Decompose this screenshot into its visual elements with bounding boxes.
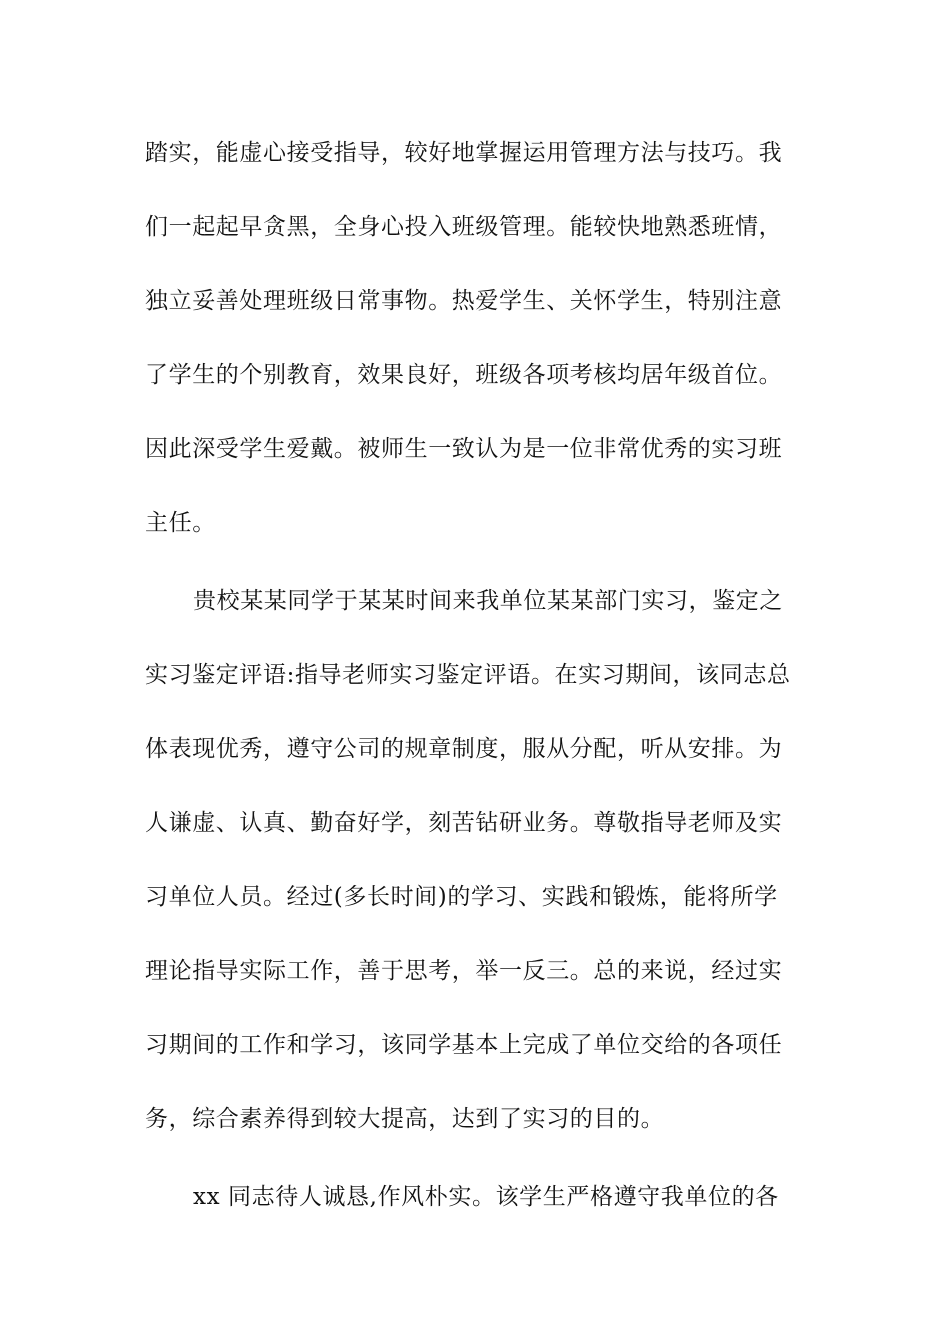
paragraph-1-line-4: 了学生的个别教育，效果良好，班级各项考核均居年级首位。 bbox=[145, 362, 783, 388]
paragraph-2-line-2: 实习鉴定评语:指导老师实习鉴定评语。在实习期间，该同志总 bbox=[145, 662, 791, 688]
paragraph-3-line-1: xx 同志待人诚恳,作风朴实。该学生严格遵守我单位的各 bbox=[193, 1184, 779, 1210]
paragraph-1-line-5: 因此深受学生爱戴。被师生一致认为是一位非常优秀的实习班 bbox=[145, 436, 783, 462]
paragraph-2-line-8: 务，综合素养得到较大提高，达到了实习的目的。 bbox=[145, 1106, 665, 1132]
paragraph-2-line-5: 习单位人员。经过(多长时间)的学习、实践和锻炼，能将所学 bbox=[145, 884, 778, 910]
paragraph-2-line-4: 人谦虚、认真、勤奋好学，刻苦钻研业务。尊敬指导老师及实 bbox=[145, 810, 783, 836]
paragraph-2-line-6: 理论指导实际工作，善于思考，举一反三。总的来说，经过实 bbox=[145, 958, 783, 984]
paragraph-1-line-6: 主任。 bbox=[145, 510, 216, 536]
paragraph-1-line-2: 们一起起早贪黑，全身心投入班级管理。能较快地熟悉班情， bbox=[145, 214, 783, 240]
paragraph-2-line-1: 贵校某某同学于某某时间来我单位某某部门实习，鉴定之 bbox=[193, 588, 783, 614]
paragraph-1-line-3: 独立妥善处理班级日常事物。热爱学生、关怀学生，特别注意 bbox=[145, 288, 783, 314]
paragraph-2-line-3: 体表现优秀，遵守公司的规章制度，服从分配，听从安排。为 bbox=[145, 736, 783, 762]
paragraph-1-line-1: 踏实，能虚心接受指导，较好地掌握运用管理方法与技巧。我 bbox=[145, 140, 783, 166]
paragraph-2-line-7: 习期间的工作和学习，该同学基本上完成了单位交给的各项任 bbox=[145, 1032, 783, 1058]
